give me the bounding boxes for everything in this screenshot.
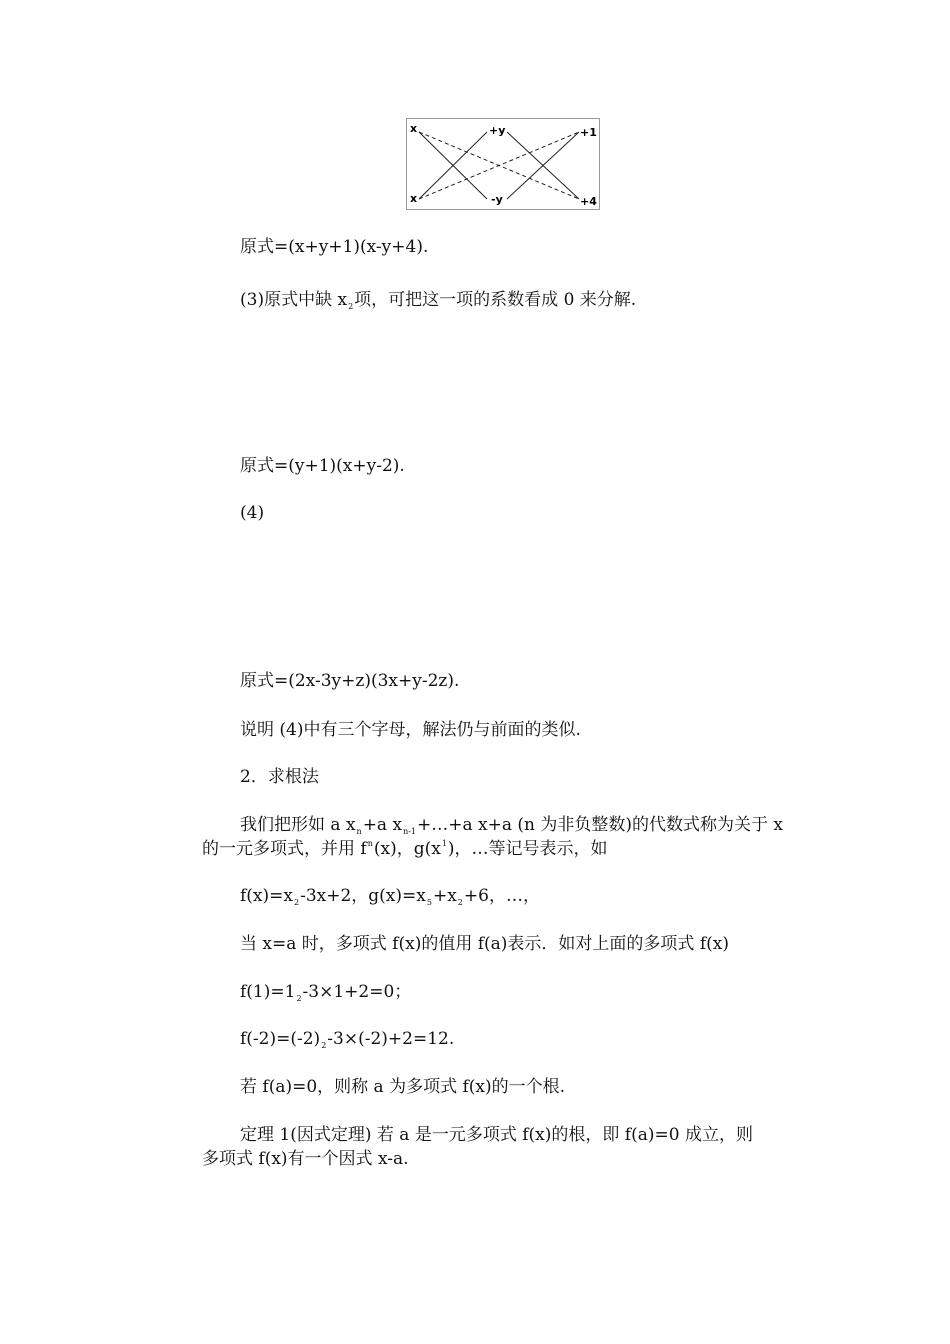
root-definition: 若 f(a)=0，则称 a 为多项式 f(x)的一个根. <box>240 1077 566 1097</box>
theorem-1-line-1: 定理 1(因式定理) 若 a 是一元多项式 f(x)的根，即 f(a)=0 成立，则 <box>240 1125 753 1145</box>
label-mid-bottom: -y <box>491 193 503 206</box>
result-line-4: 原式=(2x-3y+z)(3x+y-2z). <box>240 671 460 691</box>
evaluation-f-minus-2: $f(-2)=(-2)_2-3\times(-2)+2=12$. <box>240 1029 455 1050</box>
part-4-label: (4) <box>240 503 265 523</box>
label-right-top: +1 <box>580 126 597 139</box>
theorem-1-line-2: 多项式 f(x)有一个因式 x-a. <box>202 1149 409 1169</box>
cross-diagram <box>407 119 599 209</box>
definition-line-1: 我们把形如 a $x_n+a$ $x_{n-1}+\dots+a$ x+a (n 为非负整数)的代数式称为关于 x <box>240 815 784 836</box>
label-right-bottom: +4 <box>580 195 597 208</box>
definition-line-2: 的一元多项式，并用 $f^n(x)$，$g(x^1)$，…等记号表示，如 <box>202 839 608 859</box>
explanation-note: 说明 (4)中有三个字母，解法仍与前面的类似. <box>240 720 581 740</box>
result-line-2: 原式=(x+y+1)(x-y+4). <box>240 237 429 257</box>
label-mid-top: +y <box>489 124 506 137</box>
cross-multiplication-figure <box>406 118 600 210</box>
value-definition: 当 x=a 时，多项式 f(x)的值用 f(a)表示．如对上面的多项式 f(x) <box>240 934 729 954</box>
evaluation-f1: $f(1)=1_2-3\times 1+2=0$； <box>240 982 412 1003</box>
label-left-top: x <box>410 122 418 135</box>
part-3-note: (3)原式中缺 $x_2$项，可把这一项的系数看成 0 来分解. <box>240 290 637 311</box>
section-heading-root-method: 2．求根法 <box>240 767 319 787</box>
polynomial-examples: $f(x)=x_2-3x+2$，$g(x)=x_5+x_2+6$，…， <box>240 886 540 907</box>
result-line-3: 原式=(y+1)(x+y-2). <box>240 456 405 476</box>
label-left-bottom: x <box>410 192 418 205</box>
